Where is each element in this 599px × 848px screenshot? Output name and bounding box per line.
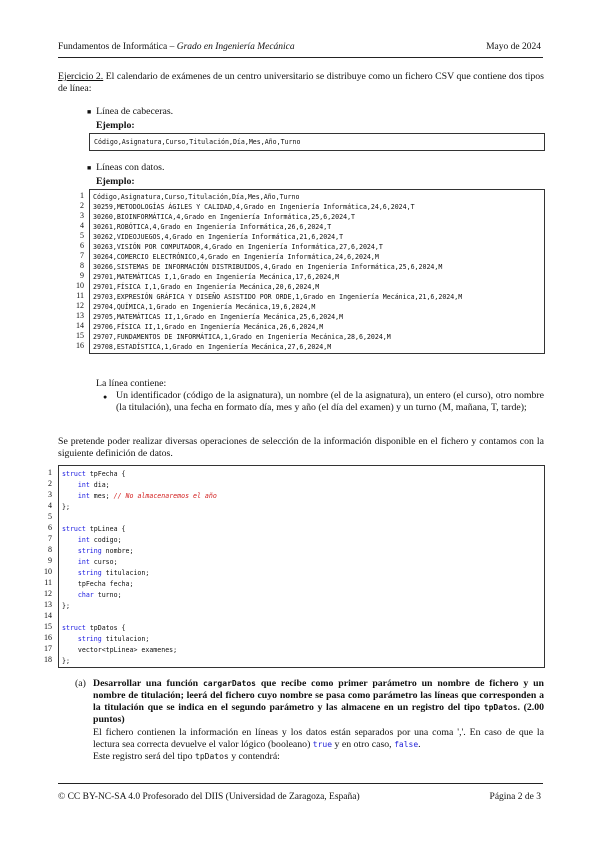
line-number: 2 <box>80 201 84 210</box>
task-a-text: El fichero contienen la información en líneas y los datos están separados por una coma ','. En caso de que la lectura sea correcta devuelve el valor lógico (booleano) <box>93 727 544 750</box>
csv-line: 29707,FUNDAMENTOS DE INFORMÁTICA,1,Grado en Ingeniería Mecánica,28,6,2024,M <box>93 333 391 341</box>
csv-line: 30259,METODOLOGÍAS ÁGILES Y CALIDAD,4,Grado en Ingeniería Informática,24,6,2024,T <box>93 203 415 211</box>
bullet-data-lines <box>87 162 164 173</box>
code-text: }; <box>62 602 70 610</box>
footer-page-number: Página 2 de 3 <box>489 792 541 802</box>
task-a-paragraph-1 <box>93 727 544 751</box>
bullet-header-line-text: Línea de cabeceras. <box>96 106 174 117</box>
code-line <box>62 491 217 501</box>
bullet-header-line <box>87 106 173 117</box>
running-header-date: Mayo de 2024 <box>486 42 541 52</box>
example-label: Ejemplo: <box>96 176 135 187</box>
line-number: 16 <box>44 633 52 642</box>
code-text: curso; <box>89 558 118 566</box>
course-name: Fundamentos de Informática <box>58 42 168 52</box>
pretend-paragraph: Se pretende poder realizar diversas operaciones de selección de la información disponible en el fichero y contamos con la siguiente definición de datos. <box>58 436 544 459</box>
task-a-points: . (2.00 puntos) <box>93 702 544 725</box>
task-a-text: y en otro caso, <box>332 739 395 750</box>
line-contains-item: Un identificador (código de la asignatura), un nombre (el de la asignatura), un entero (el curso), otro nombre (la titulación), una fecha en formato día, mes y año (el día del examen) y un turno (M, mañana, T, tarde); <box>116 390 544 413</box>
code-line <box>62 480 110 490</box>
header-rule <box>58 57 543 58</box>
code-text: titulacion; <box>101 635 150 643</box>
code-text: tpFecha fecha; <box>62 580 134 588</box>
code-text: mes; <box>89 492 114 500</box>
line-number: 8 <box>80 261 84 270</box>
line-number: 14 <box>44 611 52 620</box>
code-text: }; <box>62 657 70 665</box>
code-keyword: struct <box>62 624 86 632</box>
code-comment: // No almacenaremos el año <box>113 492 217 500</box>
task-a-text: Este registro será del tipo <box>93 751 196 762</box>
code-line <box>62 557 118 567</box>
exercise-intro <box>58 71 544 95</box>
line-number: 6 <box>48 523 52 532</box>
csv-line: 30266,SISTEMAS DE INFORMACIÓN DISTRIBUIDOS,4,Grado en Ingeniería Informática,25,6,2024,M <box>93 263 443 271</box>
csv-line: 30260,BIOINFORMÁTICA,4,Grado en Ingeniería Informática,25,6,2024,T <box>93 213 356 221</box>
code-keyword: string <box>62 635 102 643</box>
task-a-text: y contendrá: <box>228 751 280 762</box>
line-number: 18 <box>44 655 52 664</box>
line-number: 14 <box>76 321 84 330</box>
task-a-label: (a) <box>75 678 86 689</box>
line-number: 2 <box>48 479 52 488</box>
code-line <box>62 524 126 534</box>
task-a-text: . <box>418 739 421 750</box>
degree-name: Grado en Ingeniería Mecánica <box>176 42 295 52</box>
code-line <box>62 590 122 600</box>
header-separator: – <box>167 42 177 52</box>
line-number: 11 <box>76 291 84 300</box>
footer-rule <box>58 783 543 784</box>
line-number: 1 <box>48 468 52 477</box>
code-line <box>62 634 149 644</box>
csv-line: 29703,EXPRESIÓN GRÁFICA Y DISEÑO ASISTIDO POR ORDE,1,Grado en Ingeniería Mecánica,21,6,2024,M <box>93 293 463 301</box>
false-keyword: false <box>394 740 419 749</box>
line-number: 11 <box>44 578 52 587</box>
task-a-paragraph-2 <box>93 751 544 763</box>
line-number: 9 <box>48 556 52 565</box>
line-number: 15 <box>44 622 52 631</box>
code-line <box>62 546 133 556</box>
struct-definitions-box <box>58 465 545 668</box>
code-keyword: int <box>62 492 90 500</box>
true-keyword: true <box>312 740 333 749</box>
code-text: dia; <box>89 481 110 489</box>
function-name: cargarDatos <box>202 679 256 688</box>
code-text: nombre; <box>101 547 134 555</box>
code-text: tpFecha { <box>85 470 126 478</box>
code-keyword: string <box>62 569 102 577</box>
code-line <box>62 656 70 666</box>
line-contains-title: La línea contiene: <box>96 378 167 389</box>
example-label: Ejemplo: <box>96 120 135 131</box>
code-text: vector<tpLinea> examenes; <box>62 646 178 654</box>
exercise-label: Ejercicio 2. <box>58 71 104 82</box>
code-line <box>62 623 126 633</box>
csv-line: 30262,VIDEOJUEGOS,4,Grado en Ingeniería Informática,21,6,2024,T <box>93 233 344 241</box>
line-number: 4 <box>80 221 84 230</box>
code-line <box>62 535 122 545</box>
code-line <box>62 469 126 479</box>
code-keyword: struct <box>62 525 86 533</box>
task-a-text: Desarrollar una función <box>93 678 203 689</box>
csv-line: 29705,MATEMÁTICAS II,1,Grado en Ingeniería Mecánica,25,6,2024,M <box>93 313 344 321</box>
line-number: 10 <box>76 281 84 290</box>
line-number: 15 <box>76 331 84 340</box>
code-line <box>62 579 133 589</box>
csv-line: 29708,ESTADÍSTICA,1,Grado en Ingeniería Mecánica,27,6,2024,M <box>93 343 332 351</box>
bullet-marker: ■ <box>87 108 92 116</box>
code-keyword: struct <box>62 470 86 478</box>
line-number: 5 <box>80 231 84 240</box>
line-number: 4 <box>48 501 52 510</box>
header-example-box <box>89 133 545 151</box>
line-number: 8 <box>48 545 52 554</box>
line-number: 13 <box>44 600 52 609</box>
line-number: 7 <box>48 534 52 543</box>
code-text: turno; <box>93 591 122 599</box>
csv-line: 29704,QUÍMICA,1,Grado en Ingeniería Mecánica,19,6,2024,M <box>93 303 316 311</box>
code-text: }; <box>62 503 70 511</box>
bullet-marker: ■ <box>87 164 92 172</box>
code-text: tpLinea { <box>85 525 126 533</box>
line-number: 1 <box>80 191 84 200</box>
line-number: 5 <box>48 512 52 521</box>
header-example-code: Código,Asignatura,Curso,Titulación,Día,Mes,Año,Turno <box>94 138 301 146</box>
line-number: 9 <box>80 271 84 280</box>
code-keyword: int <box>62 536 90 544</box>
line-number: 13 <box>76 311 84 320</box>
line-number: 12 <box>44 589 52 598</box>
exercise-intro-text: El calendario de exámenes de un centro universitario se distribuye como un fichero CSV que contiene dos tipos de línea: <box>58 71 544 94</box>
footer-license: © CC BY-NC-SA 4.0 Profesorado del DIIS (Universidad de Zaragoza, España) <box>58 792 360 802</box>
line-number: 10 <box>44 567 52 576</box>
code-text: titulacion; <box>101 569 150 577</box>
line-number: 3 <box>80 211 84 220</box>
csv-line: 30263,VISIÓN POR COMPUTADOR,4,Grado en Ingeniería Informática,27,6,2024,T <box>93 243 383 251</box>
code-keyword: char <box>62 591 94 599</box>
task-a-statement <box>93 678 544 726</box>
code-text: tpDatos { <box>85 624 126 632</box>
line-number: 12 <box>76 301 84 310</box>
line-number: 7 <box>80 251 84 260</box>
code-line <box>62 645 177 655</box>
type-name: tpDatos <box>483 703 518 712</box>
csv-line: 29706,FÍSICA II,1,Grado en Ingeniería Mecánica,26,6,2024,M <box>93 323 324 331</box>
line-number: 17 <box>44 644 52 653</box>
code-line <box>62 568 149 578</box>
csv-line: 30264,COMERCIO ELECTRÓNICO,4,Grado en Ingeniería Informática,24,6,2024,M <box>93 253 379 261</box>
code-keyword: int <box>62 481 90 489</box>
task-a-text: que recibe como primer parámetro un nombre de fichero y un nombre de titulación; leerá del fichero cuyo nombre se pasa como parámetro las líneas que corresponden a la titulación que se indica en el segundo parámetro y las almacene en un registro del tipo <box>93 678 544 713</box>
type-name: tpDatos <box>195 752 229 761</box>
bullet-data-lines-text: Líneas con datos. <box>96 162 165 173</box>
line-number: 3 <box>48 490 52 499</box>
csv-line: 30261,ROBÓTICA,4,Grado en Ingeniería Informática,26,6,2024,T <box>93 223 332 231</box>
code-line <box>62 502 70 512</box>
code-text: codigo; <box>89 536 122 544</box>
code-keyword: string <box>62 547 102 555</box>
bullet-dot: ● <box>103 393 108 401</box>
csv-example-box <box>89 189 545 354</box>
running-header-left <box>58 42 295 52</box>
csv-line: Código,Asignatura,Curso,Titulación,Día,Mes,Año,Turno <box>93 193 300 201</box>
csv-line: 29701,FÍSICA I,1,Grado en Ingeniería Mecánica,20,6,2024,M <box>93 283 320 291</box>
code-keyword: int <box>62 558 90 566</box>
code-line <box>62 601 70 611</box>
line-number: 16 <box>76 341 84 350</box>
line-number: 6 <box>80 241 84 250</box>
csv-line: 29701,MATEMÁTICAS I,1,Grado en Ingeniería Mecánica,17,6,2024,M <box>93 273 340 281</box>
